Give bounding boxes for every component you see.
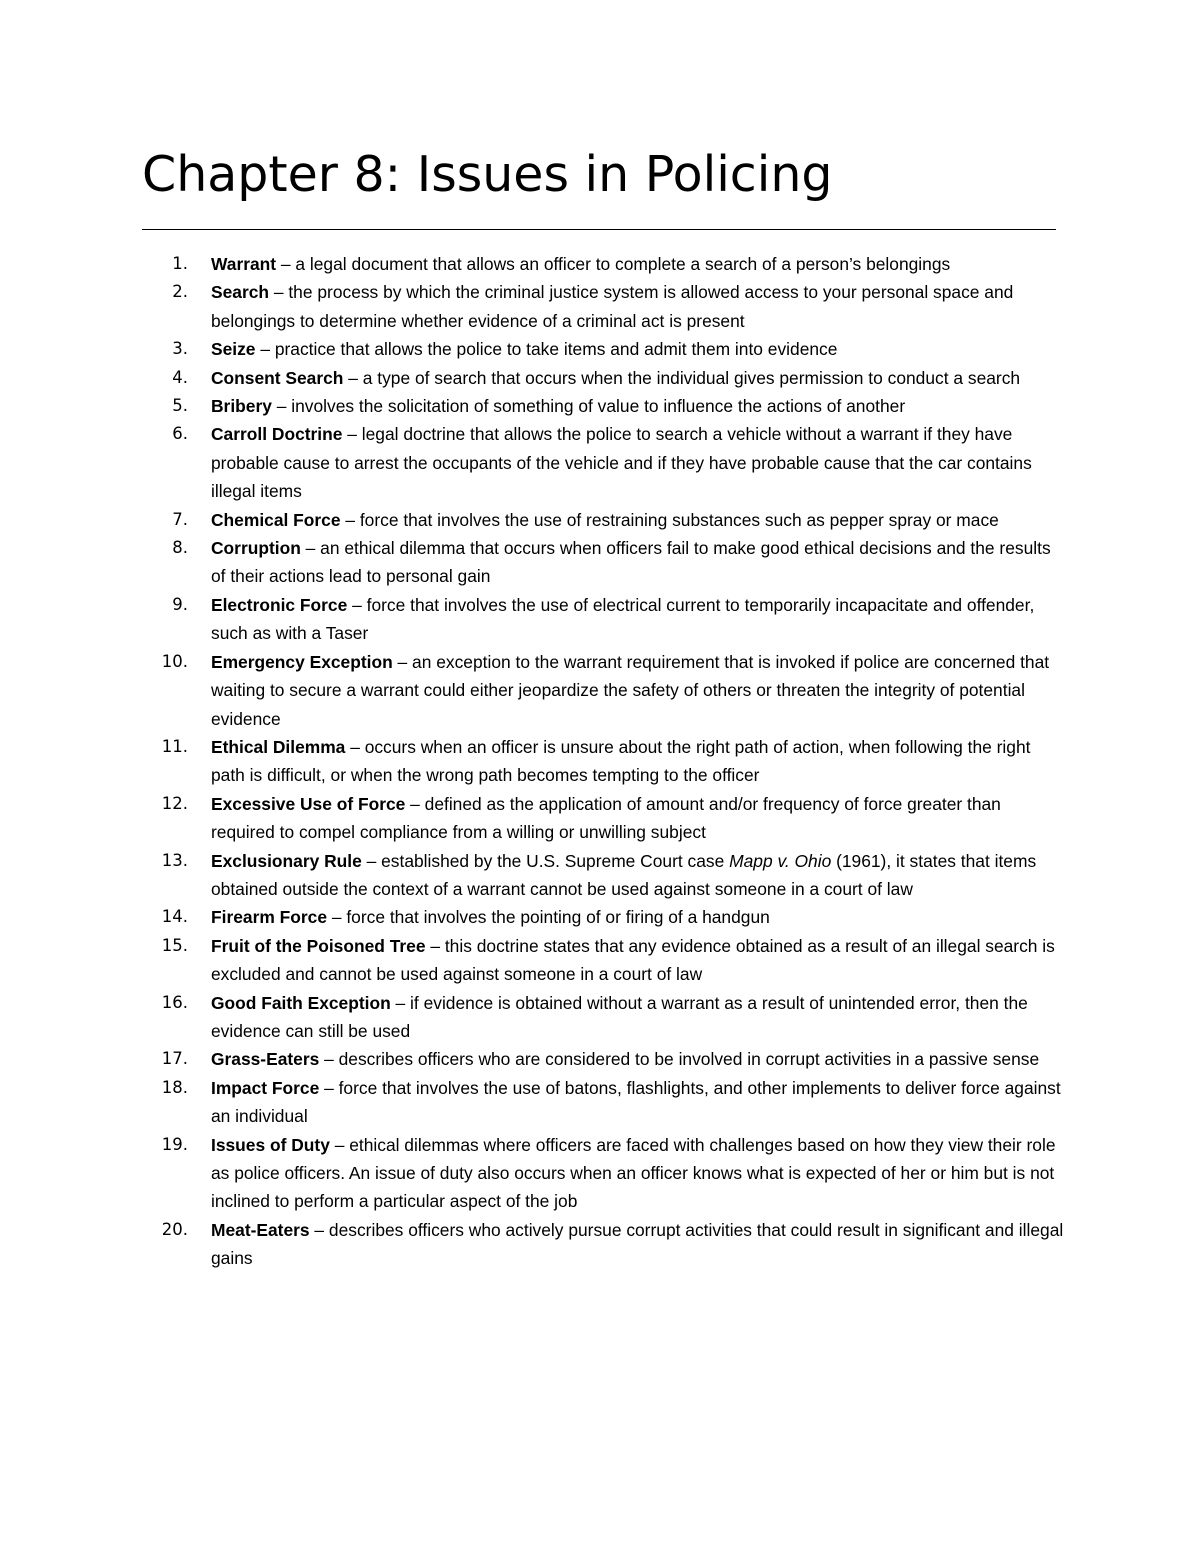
glossary-entry — [0, 648, 1200, 733]
entry-term: Ethical Dilemma — [211, 736, 346, 757]
glossary-entry — [0, 250, 1200, 278]
entry-definition: – established by the U.S. Supreme Court case — [361, 850, 730, 871]
title-divider — [142, 229, 1056, 230]
entry-definition-continued: (1961), it states that items obtained outside the context of a warrant cannot be used against someone in a court of law — [211, 850, 1037, 899]
entry-term: Chemical Force — [211, 509, 341, 530]
case-name: Mapp v. Ohio — [729, 850, 832, 871]
entry-number: 15. — [161, 935, 188, 955]
glossary-entry — [0, 364, 1200, 392]
entry-definition: – if evidence is obtained without a warrant as a result of unintended error, then the evidence can still be used — [211, 992, 1028, 1041]
entry-term: Emergency Exception — [211, 651, 393, 672]
entry-number: 14. — [161, 907, 188, 927]
entry-term: Consent Search — [211, 367, 344, 388]
entry-term: Bribery — [211, 396, 272, 417]
entry-term: Carroll Doctrine — [211, 424, 343, 445]
glossary-entry — [0, 932, 1200, 989]
glossary-entry — [0, 1131, 1200, 1216]
entry-definition: – a type of search that occurs when the individual gives permission to conduct a search — [343, 367, 1021, 388]
entry-definition: – force that involves the use of electrical current to temporarily incapacitate and offender, such as with a Taser — [211, 594, 1035, 644]
glossary-entry — [0, 903, 1200, 931]
entry-definition: – the process by which the criminal justice system is allowed access to your personal space and belongings to determine whether evidence of a criminal act is present — [211, 282, 1014, 331]
glossary-entry — [0, 790, 1200, 847]
entry-definition: – force that involves the use of batons, flashlights, and other implements to deliver force against an individual — [211, 1077, 1061, 1127]
entry-term: Meat-Eaters — [211, 1219, 310, 1240]
entry-term: Electronic Force — [211, 594, 348, 615]
glossary-entry — [0, 847, 1200, 904]
entry-definition: – legal doctrine that allows the police to search a vehicle without a warrant if they have probable cause to arrest the occupants of the vehicle and if they have probable cause that the car contains illegal items — [211, 424, 1032, 502]
glossary-list — [0, 250, 1200, 1273]
entry-number: 5. — [172, 396, 188, 416]
entry-number: 11. — [161, 736, 188, 756]
entry-term: Grass-Eaters — [211, 1049, 320, 1070]
entry-number: 19. — [161, 1134, 188, 1154]
entry-number: 4. — [172, 367, 188, 387]
entry-number: 7. — [172, 509, 188, 529]
entry-term: Search — [211, 282, 270, 303]
entry-term: Issues of Duty — [211, 1134, 330, 1155]
entry-number: 12. — [161, 793, 188, 813]
entry-term: Exclusionary Rule — [211, 850, 362, 871]
glossary-entry — [0, 1045, 1200, 1073]
entry-number: 8. — [172, 538, 188, 558]
entry-definition: – this doctrine states that any evidence obtained as a result of an illegal search is excluded and cannot be used against someone in a court of law — [211, 935, 1055, 985]
glossary-entry — [0, 1074, 1200, 1131]
entry-definition: – occurs when an officer is unsure about the right path of action, when following the right path is difficult, or when the wrong path becomes tempting to the officer — [211, 736, 1031, 786]
entry-number: 16. — [161, 992, 188, 1012]
entry-term: Firearm Force — [211, 907, 327, 928]
entry-definition: – ethical dilemmas where officers are faced with challenges based on how they view their role as police officers. An issue of duty also occurs when an officer knows what is expected of her or him but is not inclined to perform a particular aspect of the job — [211, 1134, 1056, 1212]
page-title: Chapter 8: Issues in Policing — [142, 146, 833, 203]
glossary-entry — [0, 534, 1200, 591]
glossary-entry — [0, 989, 1200, 1046]
entry-definition: – describes officers who are considered to be involved in corrupt activities in a passive sense — [319, 1049, 1040, 1070]
entry-number: 1. — [172, 254, 188, 273]
entry-number: 20. — [161, 1219, 188, 1239]
entry-definition: – an exception to the warrant requirement that is invoked if police are concerned that waiting to secure a warrant could either jeopardize the safety of others or threaten the integrity of potential evidence — [211, 651, 1050, 729]
entry-number: 17. — [161, 1049, 188, 1069]
glossary-entry — [0, 392, 1200, 420]
glossary-entry — [0, 335, 1200, 363]
entry-term: Impact Force — [211, 1077, 320, 1098]
entry-definition: – force that involves the use of restraining substances such as pepper spray or mace — [340, 509, 999, 530]
glossary-entry — [0, 506, 1200, 534]
entry-term: Excessive Use of Force — [211, 793, 406, 814]
entry-definition: – involves the solicitation of something of value to influence the actions of another — [271, 396, 906, 417]
entry-definition: – describes officers who actively pursue corrupt activities that could result in significant and illegal gains — [211, 1219, 1064, 1269]
entry-term: Seize — [211, 339, 256, 360]
glossary-entry — [0, 1216, 1200, 1273]
entry-definition: – defined as the application of amount and/or frequency of force greater than required to compel compliance from a willing or unwilling subject — [211, 793, 1001, 843]
entry-definition: – a legal document that allows an officer to complete a search of a person’s belongings — [276, 254, 951, 274]
entry-number: 2. — [172, 282, 188, 302]
entry-number: 6. — [172, 424, 188, 444]
entry-number: 13. — [161, 850, 188, 870]
entry-number: 10. — [161, 651, 188, 671]
entry-definition: – practice that allows the police to take items and admit them into evidence — [255, 339, 838, 360]
entry-number: 3. — [172, 339, 188, 359]
glossary-entry — [0, 591, 1200, 648]
entry-definition: – an ethical dilemma that occurs when officers fail to make good ethical decisions and the results of their actions lead to personal gain — [211, 538, 1051, 587]
entry-term: Warrant — [211, 254, 277, 274]
entry-number: 18. — [161, 1077, 188, 1097]
glossary-entry — [0, 420, 1200, 505]
entry-term: Good Faith Exception — [211, 992, 391, 1013]
entry-number: 9. — [172, 594, 188, 614]
entry-term: Fruit of the Poisoned Tree — [211, 935, 426, 956]
entry-term: Corruption — [211, 538, 301, 559]
glossary-entry — [0, 278, 1200, 335]
glossary-entry — [0, 733, 1200, 790]
entry-definition: – force that involves the pointing of or firing of a handgun — [327, 907, 770, 928]
